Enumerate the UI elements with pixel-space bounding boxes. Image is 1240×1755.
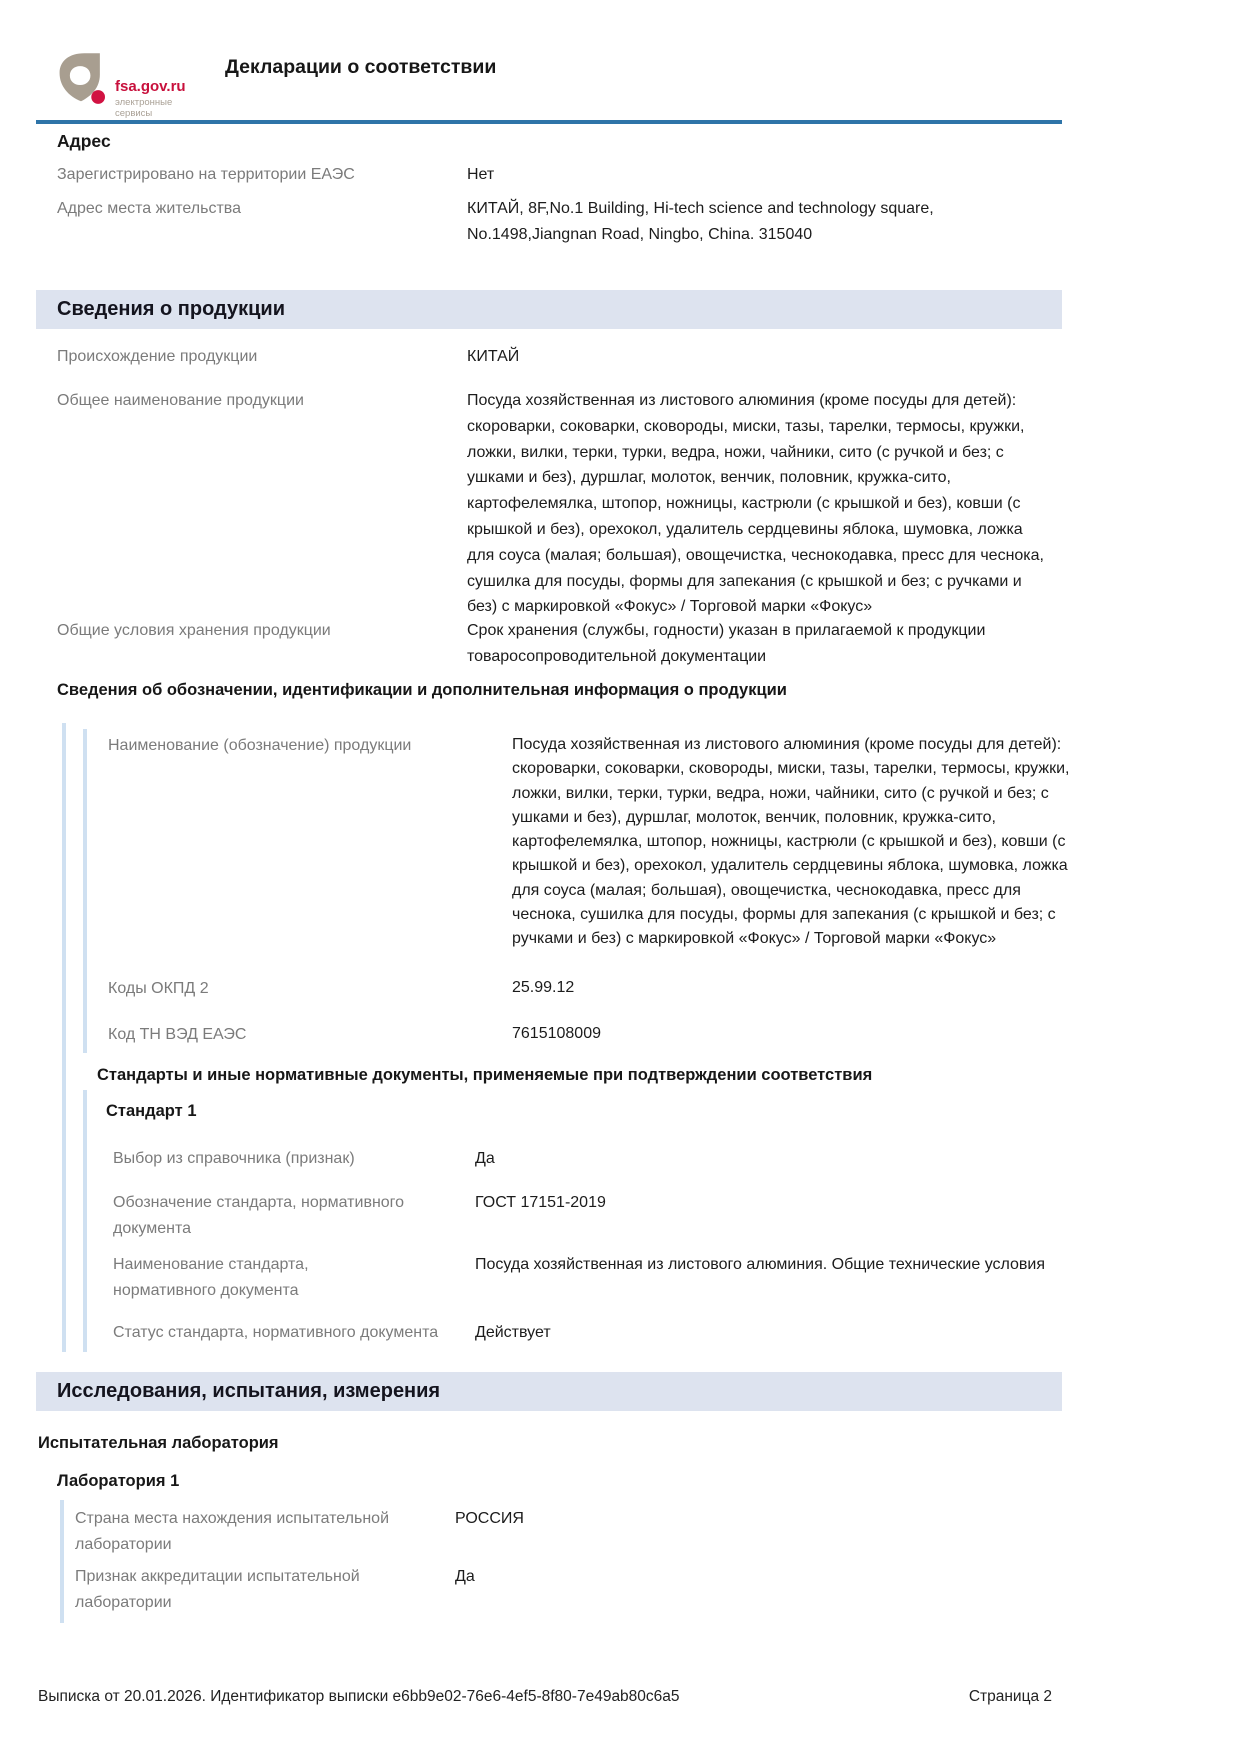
row-label: Общее наименование продукции (57, 392, 304, 409)
row-label: Статус стандарта, нормативного документа (113, 1324, 439, 1341)
row-value: Посуда хозяйственная из листового алюминия (кроме посуды для детей): скороварки, соковарки, сковороды, миски, тазы, тарелки, термосы, кружки, ложки, вилки, терки, турки, ведра, ножи, чайники, сито (с ручкой и без; с ушками и без), дуршлаг, молоток, венчик, половник, кружка-сито, картофелемялка, штопор, ножницы, кастрюли (с крышкой и без), ковши (с крышкой и без), орехокол, удалитель сердцевины яблока, шумовка, ложка для соуса (малая; большая), овощечистка, чеснокодавка, пресс для чеснока, сушилка для посуды, формы для запекания (с крышкой и без; с ручками и без) с маркировкой «Фокус» / Торговой марки «Фокус» (467, 392, 1044, 616)
row-value: Срок хранения (службы, годности) указан в прилагаемой к продукции товаросопроводительной документации (467, 622, 986, 665)
row-value: Да (455, 1568, 475, 1585)
fsa-brand-text: fsa.gov.ru (115, 78, 186, 95)
row-label: Наименование стандарта, нормативного документа (113, 1256, 309, 1299)
row-label: Код ТН ВЭД ЕАЭС (108, 1026, 247, 1043)
row-label: Коды ОКПД 2 (108, 980, 209, 997)
fsa-logo (57, 50, 207, 119)
group-title-standard-1: Стандарт 1 (106, 1102, 197, 1120)
group-title-laboratory-1: Лаборатория 1 (57, 1472, 180, 1490)
row-value: РОССИЯ (455, 1510, 524, 1527)
section-banner-research: Исследования, испытания, измерения (36, 1372, 1062, 1411)
row-value: КИТАЙ (467, 348, 520, 365)
fsa-tagline: электронные сервисы (115, 97, 173, 119)
row-label: Страна места нахождения испытательной лаборатории (75, 1510, 389, 1553)
row-value: 7615108009 (512, 1025, 601, 1042)
row-value: ГОСТ 17151-2019 (475, 1194, 606, 1211)
row-label: Признак аккредитации испытательной лаборатории (75, 1568, 360, 1611)
indent-bar-identification (83, 729, 87, 1053)
row-value: Да (475, 1150, 495, 1167)
page-title: Декларации о соответствии (225, 56, 497, 78)
section-title-standards: Стандарты и иные нормативные документы, применяемые при подтверждении соответствия (97, 1066, 873, 1084)
row-value: Нет (467, 166, 495, 183)
page-number: Страница 2 (968, 1688, 1052, 1705)
row-label: Происхождение продукции (57, 348, 258, 365)
row-label: Общие условия хранения продукции (57, 622, 331, 639)
indent-bar-laboratory (60, 1500, 64, 1623)
row-value: Посуда хозяйственная из листового алюминия (кроме посуды для детей): скороварки, соковарки, сковороды, миски, тазы, тарелки, термосы, кружки, ложки, вилки, терки, турки, ведра, ножи, чайники, сито (с ручкой и без; с ушками и без), дуршлаг, молоток, венчик, половник, кружка-сито, картофелемялка, штопор, ножницы, кастрюли (с крышкой и без), ковши (с крышкой и без), орехокол, удалитель сердцевины яблока, шумовка, ложка для соуса (малая; большая), овощечистка, чеснокодавка, пресс для чеснока, сушилка для посуды, формы для запекания (с крышкой и без; с ручками и без) с маркировкой «Фокус» / Торговой марки «Фокус» (512, 736, 1070, 948)
indent-bar-standards (83, 1090, 87, 1352)
row-label: Наименование (обозначение) продукции (108, 737, 412, 754)
section-title-address: Адрес (57, 131, 111, 151)
header-divider (36, 120, 1062, 124)
row-value: Действует (475, 1324, 551, 1341)
row-label: Зарегистрировано на территории ЕАЭС (57, 166, 355, 183)
row-label: Обозначение стандарта, нормативного документа (113, 1194, 405, 1237)
row-value: Посуда хозяйственная из листового алюминия. Общие технические условия (475, 1256, 1046, 1273)
row-label: Адрес места жительства (57, 200, 242, 217)
section-title-testing-laboratory: Испытательная лаборатория (38, 1434, 279, 1452)
indent-bar-outer (62, 723, 66, 1352)
row-label: Выбор из справочника (признак) (113, 1150, 355, 1167)
row-value: 25.99.12 (512, 979, 575, 996)
section-banner-product-info: Сведения о продукции (36, 290, 1062, 329)
section-title-identification: Сведения об обозначении, идентификации и дополнительная информация о продукции (57, 681, 787, 699)
extract-identifier-text: Выписка от 20.01.2026. Идентификатор выписки e6bb9e02-76e6-4ef5-8f80-7e49ab80c6a5 (38, 1688, 680, 1705)
row-value: КИТАЙ, 8F,No.1 Building, Hi-tech science and technology square, No.1498,Jiangnan Road, Ningbo, China. 315040 (467, 200, 934, 243)
